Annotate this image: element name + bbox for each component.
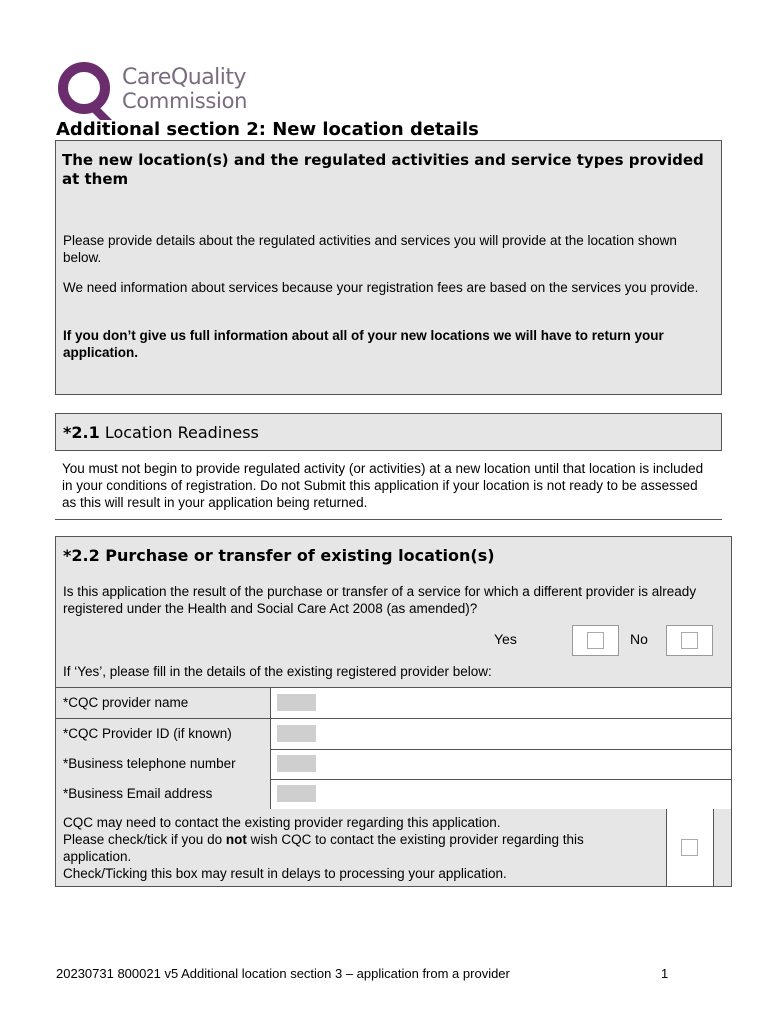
contact-opt-out-cell <box>666 809 714 886</box>
contact-line-1: CQC may need to contact the existing provider regarding this application. <box>63 815 501 830</box>
purchase-question-text: Is this application the result of the purchase or transfer of a service for which a different provider is already registered under the Health and Social Care Act 2008 (as amended)? <box>63 584 697 616</box>
section-2-2-title: *2.2 Purchase or transfer of existing location(s) <box>63 546 495 565</box>
yes-label: Yes <box>494 631 517 647</box>
provider-name-label-cell <box>56 688 271 718</box>
provider-id-row <box>56 719 731 750</box>
cqc-logo <box>56 60 266 122</box>
intro-para-1: Please provide details about the regulated activities and services you will provide at the location shown below. <box>63 233 677 265</box>
section-2-1-header <box>55 413 722 451</box>
divider <box>55 519 722 520</box>
contact-opt-out-text <box>63 814 653 882</box>
provider-name-row <box>56 688 731 719</box>
if-yes-instruction: If ‘Yes’, please fill in the details of the existing registered provider below: <box>63 664 492 679</box>
telephone-label: *Business telephone number <box>63 756 236 771</box>
email-input[interactable] <box>277 785 316 802</box>
no-checkbox[interactable] <box>681 632 698 649</box>
purchase-question <box>56 575 731 688</box>
intro-para-3: If you don’t give us full information about all of your new locations we will have to return your application. <box>63 328 664 360</box>
telephone-row <box>56 749 731 780</box>
yes-checkbox[interactable] <box>587 632 604 649</box>
contact-line-3: Check/Ticking this box may result in delays to processing your application. <box>63 866 507 881</box>
section-2-1-label <box>63 423 259 442</box>
provider-id-label-cell <box>56 719 271 749</box>
no-cell <box>666 625 713 656</box>
contact-opt-out <box>56 809 731 886</box>
provider-name-label: *CQC provider name <box>63 695 189 710</box>
location-readiness-text: You must not begin to provide regulated activity (or activities) at a new location until that location is included in your conditions of registration. Do not Submit this application if your location is not ready to be assessed as this will result in your application being returned. <box>62 461 704 510</box>
section-2-2-table <box>55 536 732 887</box>
contact-line-2b: not <box>225 832 247 847</box>
section-title: Additional section 2: New location details <box>56 119 479 140</box>
logo-line2: Commission <box>122 89 248 113</box>
no-label: No <box>630 631 648 647</box>
intro-box <box>55 140 722 395</box>
email-label: *Business Email address <box>63 786 213 801</box>
provider-id-input[interactable] <box>277 725 316 742</box>
telephone-input[interactable] <box>277 755 316 772</box>
section-2-2-header <box>56 537 731 576</box>
email-row <box>56 779 731 810</box>
provider-name-input[interactable] <box>277 694 316 711</box>
intro-heading: The new location(s) and the regulated activities and service types provided at them <box>62 151 704 188</box>
telephone-label-cell <box>56 749 271 779</box>
intro-para-2: We need information about services because your registration fees are based on the services you provide. <box>63 280 699 295</box>
section-2-1-title: Location Readiness <box>104 423 259 442</box>
section-2-1-number: *2.1 <box>63 423 100 442</box>
provider-id-label: *CQC Provider ID (if known) <box>63 726 232 741</box>
logo-line1: CareQuality <box>122 65 247 90</box>
yes-cell <box>572 625 619 656</box>
contact-line-2c: wish CQC to contact the existing provider regarding this application. <box>63 832 584 864</box>
footer-text: 20230731 800021 v5 Additional location section 3 – application from a provider <box>56 966 510 981</box>
contact-line-2a: Please check/tick if you do <box>63 832 226 847</box>
page-number: 1 <box>661 966 669 981</box>
email-label-cell <box>56 779 271 809</box>
cqc-logo-mark-icon <box>56 60 120 122</box>
contact-opt-out-checkbox[interactable] <box>681 839 698 856</box>
